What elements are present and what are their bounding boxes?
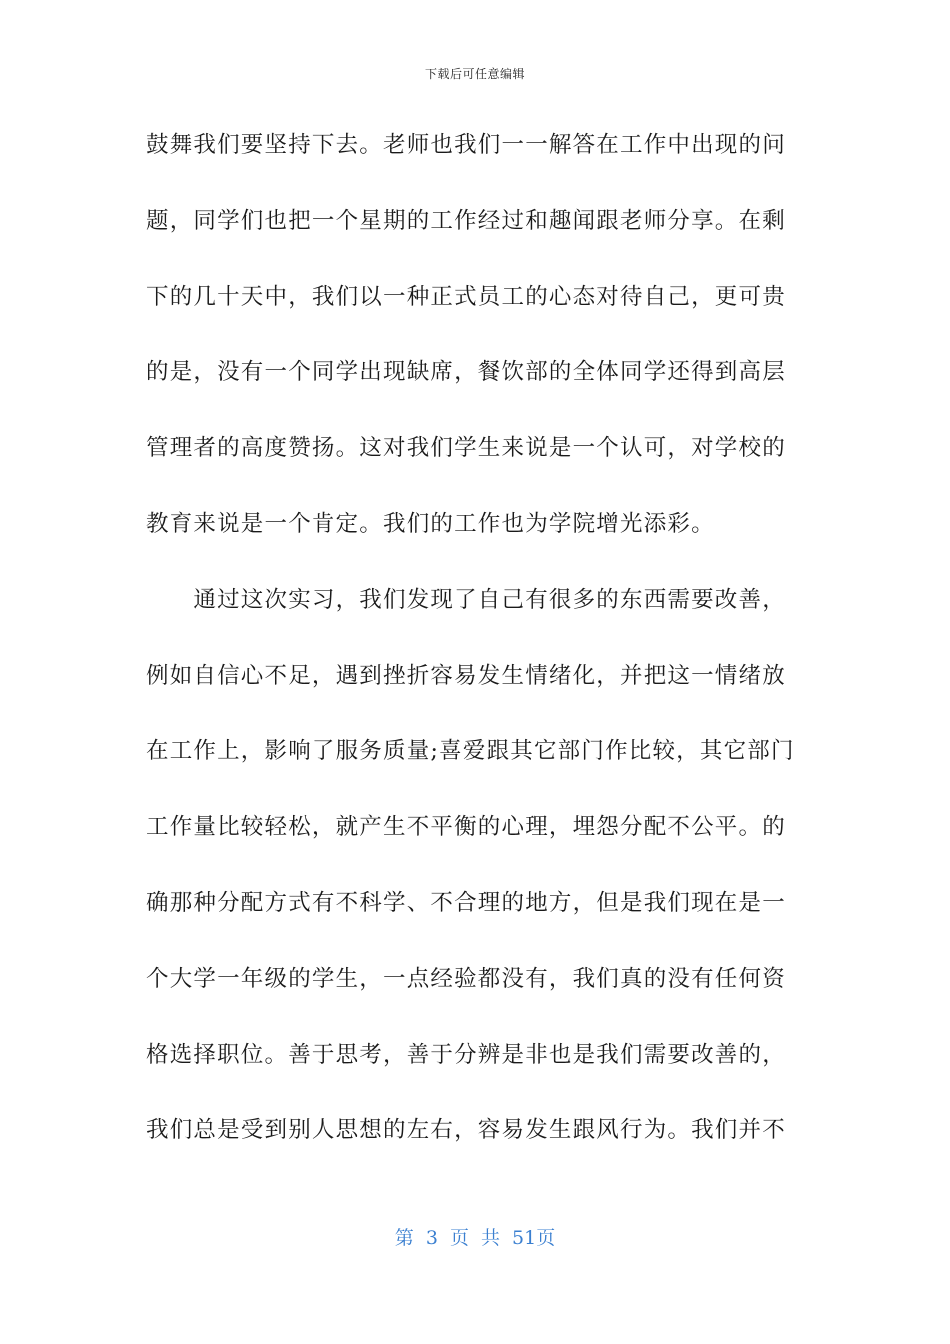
text-line: 个大学一年级的学生，一点经验都没有，我们真的没有任何资 [146,965,786,992]
page-header-note: 下载后可任意编辑 [424,67,525,81]
text-line: 我们总是受到别人思想的左右，容易发生跟风行为。我们并不 [146,1117,786,1144]
text-line: 确那种分配方式有不科学、不合理的地方，但是我们现在是一 [146,889,786,916]
text-line: 工作量比较轻松，就产生不平衡的心理，埋怨分配不公平。的 [146,814,786,841]
page-number-footer: 第 3 页 共 51页 [394,1227,556,1249]
text-line: 教育来说是一个肯定。我们的工作也为学院增光添彩。 [146,510,715,537]
text-line: 通过这次实习，我们发现了自己有很多的东西需要改善， [146,586,786,613]
text-line: 管理者的高度赞扬。这对我们学生来说是一个认可，对学校的 [146,435,786,462]
text-line: 格选择职位。善于思考，善于分辨是非也是我们需要改善的， [146,1041,786,1068]
text-line: 例如自信心不足，遇到挫折容易发生情绪化，并把这一情绪放 [146,662,786,689]
document-body [146,124,826,1185]
text-line: 题，同学们也把一个星期的工作经过和趣闻跟老师分享。在剩 [146,207,786,234]
text-line: 的是，没有一个同学出现缺席，餐饮部的全体同学还得到高层 [146,359,786,386]
text-line: 在工作上，影响了服务质量;喜爱跟其它部门作比较，其它部门 [146,738,795,765]
text-line: 鼓舞我们要坚持下去。老师也我们一一解答在工作中出现的问 [146,132,786,158]
text-line: 下的几十天中，我们以一种正式员工的心态对待自己，更可贵 [146,283,786,310]
